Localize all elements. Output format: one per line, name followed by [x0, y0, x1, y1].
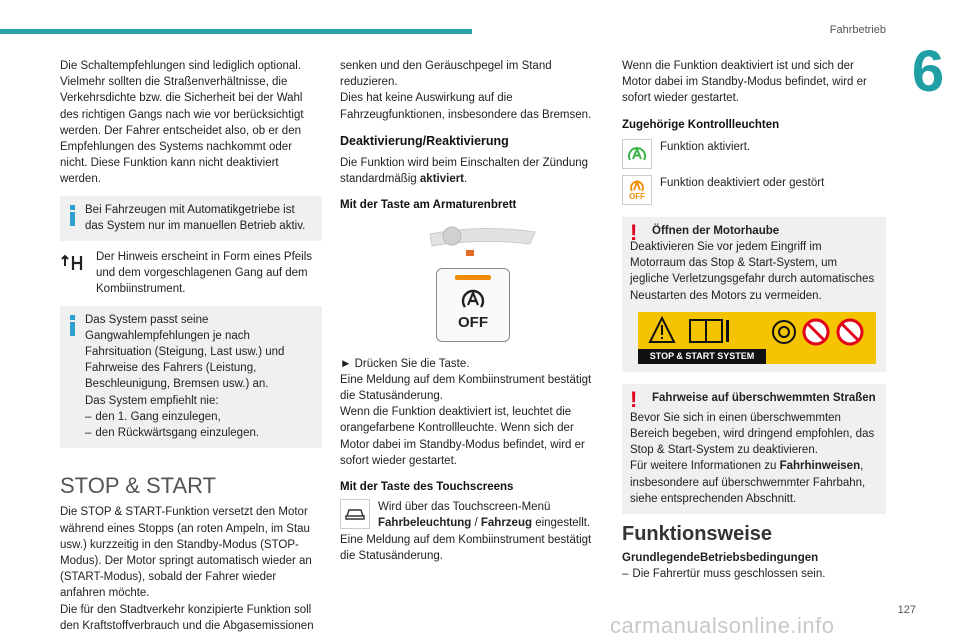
instruction: ► Drücken Sie die Taste.: [340, 357, 470, 370]
paragraph: senken und den Geräuschpegel im Stand reduzieren.: [340, 60, 552, 89]
paragraph: Eine Meldung auf dem Kombiinstrument bestätigt die Statusänderung.: [340, 373, 592, 403]
paragraph: Die STOP & START-Funktion versetzt den Motor während eines Stopps (an roten Ampeln, im Stau usw.) kurzzeitig in den Standby-Modus (STOP-Modus). Der Motor springt automatisch wieder an (START-Modus), sobald der Fahrer wieder anfahren möchte.: [60, 506, 312, 600]
heading-touchscreen: Mit der Taste des Touchscreens: [340, 481, 514, 494]
header-accent-bar: [0, 29, 472, 34]
lamp-text: Funktion deaktiviert oder gestört: [660, 176, 825, 189]
warning-icon: !: [630, 386, 638, 412]
paragraph: Dies hat keine Auswirkung auf die Fahrzeugfunktionen, insbesondere das Bremsen.: [340, 92, 592, 121]
car-settings-icon: [340, 499, 370, 529]
button-label: OFF: [458, 313, 488, 331]
warning-text: Für weitere Informationen zu Fahrhinweisen, insbesondere auf überschwemmter Fahrbahn, siehe entsprechenden Abschnitt.: [630, 460, 866, 505]
auto-stop-start-icon: [459, 285, 487, 313]
gear-shift-indicator-icon: [60, 249, 88, 277]
info-icon: [68, 202, 77, 234]
column-2: [340, 58, 604, 564]
touchscreen-hint: [340, 499, 604, 531]
column-1: [60, 58, 322, 634]
label-banner: STOP & START SYSTEM: [638, 349, 766, 364]
heading-indicator-lamps: Zugehörige Kontrollleuchten: [622, 118, 780, 131]
info-text: [85, 312, 314, 442]
list-item: – den Rückwärtsgang einzulegen.: [85, 427, 260, 440]
lamp-text: Funktion aktiviert.: [660, 140, 751, 153]
paragraph: Wenn die Funktion deaktiviert ist und sich der Motor dabei im Standby-Modus befindet, wird er sofort wieder gestartet.: [622, 60, 867, 105]
list-item: – Die Fahrertür muss geschlossen sein.: [622, 568, 826, 581]
gear-hint-text: Der Hinweis erscheint in Form eines Pfeils und dem vorgeschlagenen Gang auf dem Kombiinstrument.: [96, 251, 313, 296]
watermark: carmanualsonline.info: [610, 613, 835, 638]
status-led: [455, 275, 491, 280]
section-heading-operation: Funktionsweise: [622, 523, 773, 546]
chapter-number: 6: [896, 40, 960, 104]
warning-box-flooded: [622, 384, 886, 514]
paragraph: Die Funktion wird beim Einschalten der Zündung standardmäßig aktiviert.: [340, 157, 589, 186]
warning-text: Deaktivieren Sie vor jedem Eingriff im Motorraum das Stop & Start-System, um jegliche Verletzungsgefahr durch automatisches Neustarten des Motors zu vermeiden.: [630, 241, 875, 302]
section-title: Fahrbetrieb: [829, 24, 886, 36]
info-box: [60, 196, 322, 241]
stop-start-off-button[interactable]: [436, 268, 510, 342]
paragraph: Eine Meldung auf dem Kombiinstrument bestätigt die Statusänderung.: [340, 533, 592, 562]
page-number: 127: [897, 604, 916, 616]
subheading-conditions: GrundlegendeBetriebsbedingungen: [622, 552, 819, 565]
heading-deactivation: Deaktivierung/Reaktivierung: [340, 133, 509, 148]
warning-title: Fahrweise auf überschwemmten Straßen: [652, 391, 876, 404]
info-box-2: [60, 306, 322, 449]
info-icon: [68, 312, 77, 442]
gear-hint: [60, 249, 322, 298]
info-line: Das System passt seine Gangwahlempfehlungen je nach Fahrsituation (Steigung, Last usw.) und Fahrweise des Fahrers (Leistung, Beschleunigung, Bremsen usw.) an.: [85, 313, 285, 391]
warning-text: Bevor Sie sich in einen überschwemmten Bereich begeben, wird dringend empfohlen, das Stop & Start-System zu deaktivieren.: [630, 411, 875, 457]
warning-title: Öffnen der Motorhaube: [652, 224, 780, 237]
touchscreen-text: Wird über das Touchscreen-Menü Fahrbeleuchtung / Fahrzeug eingestellt.: [378, 501, 591, 530]
paragraph: Die Schaltempfehlungen sind lediglich optional. Vielmehr sollten die Straßenverhältnisse, die Verkehrsdichte bzw. die Sicherheit bei der Wahl des richtigen Gangs nach wie vor berücksichtigt werden. Der Fahrer entscheidet also, ob er den Empfehlungen des Systems nachkommt oder nicht. Diese Funktion kann nicht deaktiviert werden.: [60, 60, 304, 186]
info-text: Bei Fahrzeugen mit Automatikgetriebe ist das System nur im manuellen Betrieb aktiv.: [85, 203, 306, 232]
heading-dashboard-button: Mit der Taste am Armaturenbrett: [340, 199, 517, 212]
paragraph: Die für den Stadtverkehr konzipierte Funktion soll den Kraftstoffverbrauch und die Abgasemissionen: [60, 603, 314, 632]
dashboard-illustration: [340, 220, 604, 264]
paragraph: Wenn die Funktion deaktiviert ist, leuchtet die orangefarbene Kontrollleuchte. Wenn sich der Motor dabei im Standby-Modus befindet, wird er sofort wieder gestartet.: [340, 406, 585, 467]
warning-box-bonnet: [622, 217, 886, 372]
lamp-row-active: [622, 139, 886, 169]
info-line: Das System empfiehlt nie:: [85, 394, 219, 407]
list-item: – den 1. Gang einzulegen,: [85, 410, 221, 423]
stop-start-active-icon: [622, 139, 652, 169]
section-heading-stop-start: STOP & START: [60, 473, 217, 499]
column-3: [622, 58, 886, 583]
stop-start-off-icon: OFF: [622, 175, 652, 205]
warning-icon: !: [630, 219, 638, 245]
stop-start-warning-label: [638, 312, 876, 364]
lamp-row-off: [622, 175, 886, 205]
